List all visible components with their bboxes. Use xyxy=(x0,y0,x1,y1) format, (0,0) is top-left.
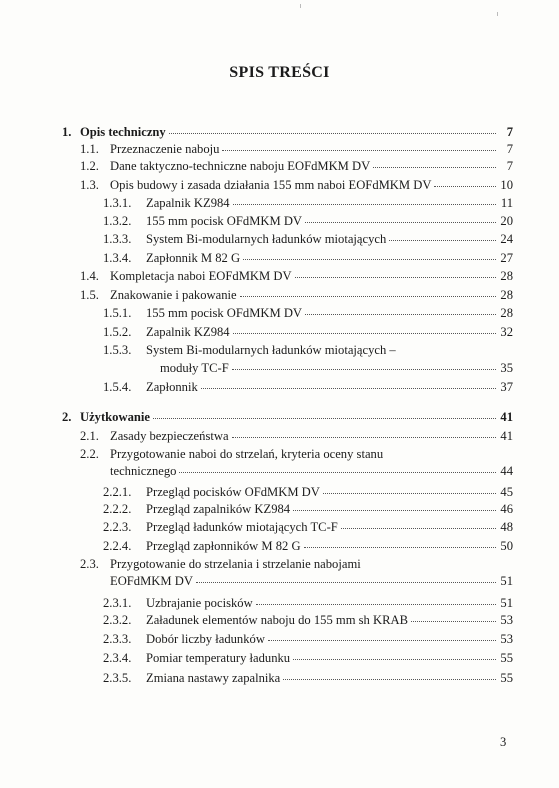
toc-entry xyxy=(103,501,513,517)
dot-leader xyxy=(232,427,496,438)
toc-entry-title: System Bi-modularnych ładunków miotających xyxy=(146,232,387,246)
dot-leader xyxy=(256,594,496,605)
toc-entry xyxy=(103,324,513,340)
toc-entry-title: Opis budowy i zasada działania 155 mm naboi EOFdMKM DV xyxy=(110,178,432,192)
toc-entry-page: 11 xyxy=(500,196,513,210)
toc-entry-page: 28 xyxy=(500,306,513,320)
toc-entry-title: Zasady bezpieczeństwa xyxy=(110,429,229,443)
toc-entry xyxy=(103,670,513,686)
toc-entry-page: 51 xyxy=(500,574,513,588)
toc-entry-number: 2.3.3. xyxy=(103,632,132,646)
toc-entry-page: 45 xyxy=(500,485,513,499)
toc-entry xyxy=(103,213,513,229)
dot-leader xyxy=(341,518,496,529)
toc-entry xyxy=(110,573,513,589)
dot-leader xyxy=(434,176,496,187)
toc-entry xyxy=(103,305,513,321)
toc-entry xyxy=(103,484,513,500)
toc-entry-title: Przygotowanie do strzelania i strzelanie nabojami xyxy=(110,557,361,571)
toc-entry-page: 32 xyxy=(500,325,513,339)
toc-entry-page: 28 xyxy=(500,288,513,302)
toc-entry-page: 35 xyxy=(500,361,513,375)
toc-entry xyxy=(103,538,513,554)
dot-leader xyxy=(323,483,496,494)
dot-leader xyxy=(222,140,496,151)
toc-entry-page: 41 xyxy=(500,410,513,424)
toc-entry-title: Użytkowanie xyxy=(80,410,150,424)
dot-leader xyxy=(240,286,496,297)
dot-leader xyxy=(233,194,496,205)
toc-entry xyxy=(80,177,513,193)
toc-entry-page: 48 xyxy=(500,520,513,534)
toc-entry xyxy=(110,463,513,479)
toc-entry xyxy=(103,342,513,358)
dot-leader xyxy=(169,123,496,134)
toc-entry-title: Zapalnik KZ984 xyxy=(146,196,230,210)
dot-leader xyxy=(293,500,496,511)
dot-leader xyxy=(305,304,496,315)
toc-entry-page: 51 xyxy=(500,596,513,610)
toc-entry-title: Zapłonnik M 82 G xyxy=(146,251,241,265)
toc-entry-page: 7 xyxy=(506,159,513,173)
toc-entry-page: 7 xyxy=(506,125,513,139)
toc-entry-page: 27 xyxy=(500,251,513,265)
toc-entry-title: technicznego xyxy=(110,464,177,478)
toc-entry-page: 46 xyxy=(500,502,513,516)
toc-entry xyxy=(80,141,513,157)
toc-entry xyxy=(103,379,513,395)
toc-entry-number: 2.3.4. xyxy=(103,651,132,665)
toc-entry-title: Przegląd pocisków OFdMKM DV xyxy=(146,485,320,499)
toc-entry-title: Uzbrajanie pocisków xyxy=(146,596,253,610)
toc-entry-number: 2.2.2. xyxy=(103,502,132,516)
toc-entry-page: 10 xyxy=(500,178,513,192)
toc-entry xyxy=(80,428,513,444)
toc-entry-title: Pomiar temperatury ładunku xyxy=(146,651,291,665)
toc-entry-title: Przeznaczenie naboju xyxy=(110,142,220,156)
toc-entry-number: 2.2.4. xyxy=(103,539,132,553)
page-number: 3 xyxy=(500,735,507,749)
toc-entry-number: 2.2.1. xyxy=(103,485,132,499)
toc-entry-page: 24 xyxy=(500,232,513,246)
toc-entry xyxy=(160,360,513,376)
toc-entry-page: 44 xyxy=(500,464,513,478)
toc-entry-number: 2.3.2. xyxy=(103,613,132,627)
toc-entry-title: EOFdMKM DV xyxy=(110,574,193,588)
dot-leader xyxy=(295,267,496,278)
page-title: SPIS TREŚCI xyxy=(229,64,330,81)
toc-entry-page: 7 xyxy=(506,142,513,156)
toc-entry-title: 155 mm pocisk OFdMKM DV xyxy=(146,306,303,320)
toc-entry-title: Znakowanie i pakowanie xyxy=(110,288,237,302)
toc-entry-title: Zmiana nastawy zapalnika xyxy=(146,671,281,685)
toc-entry xyxy=(103,631,513,647)
toc-entry-number: 1.5.1. xyxy=(103,306,132,320)
dot-leader xyxy=(243,249,496,260)
dot-leader xyxy=(196,572,496,583)
toc-entry-page: 50 xyxy=(500,539,513,553)
toc-entry-number: 1.1. xyxy=(80,142,99,156)
dot-leader xyxy=(305,212,496,223)
toc-entry-number: 2.3. xyxy=(80,557,99,571)
dot-leader xyxy=(283,669,496,680)
toc-entry xyxy=(80,158,513,174)
toc-entry xyxy=(103,195,513,211)
toc-entry-page: 53 xyxy=(500,613,513,627)
toc-entry-number: 2.1. xyxy=(80,429,99,443)
toc-entry-number: 1.5. xyxy=(80,288,99,302)
toc-entry-title: moduły TC-F xyxy=(160,361,229,375)
toc-entry-page: 53 xyxy=(500,632,513,646)
toc-entry-number: 1.5.2. xyxy=(103,325,132,339)
toc-entry-page: 55 xyxy=(500,651,513,665)
toc-entry-title: Przegląd ładunków miotających TC-F xyxy=(146,520,338,534)
toc-entry-number: 1.3.1. xyxy=(103,196,132,210)
dot-leader xyxy=(268,630,496,641)
toc-entry xyxy=(103,612,513,628)
dot-leader xyxy=(153,408,496,419)
toc-entry-title: Przegląd zapłonników M 82 G xyxy=(146,539,301,553)
toc-entry xyxy=(80,446,513,462)
toc-entry xyxy=(103,231,513,247)
toc-entry-number: 1.3.4. xyxy=(103,251,132,265)
toc-entry-page: 55 xyxy=(500,671,513,685)
dot-leader xyxy=(411,611,496,622)
toc-entry-number: 1. xyxy=(62,125,72,139)
dot-leader xyxy=(389,230,496,241)
toc-entry-title: Zapłonnik xyxy=(146,380,198,394)
toc-entry-title: Zapalnik KZ984 xyxy=(146,325,230,339)
toc-entry-number: 2.3.1. xyxy=(103,596,132,610)
dot-leader xyxy=(293,649,496,660)
dot-leader xyxy=(233,323,496,334)
toc-entry-number: 2.2.3. xyxy=(103,520,132,534)
toc-entry-number: 1.5.4. xyxy=(103,380,132,394)
toc-entry xyxy=(62,124,513,140)
toc-entry-page: 28 xyxy=(500,269,513,283)
toc-entry xyxy=(103,250,513,266)
toc-entry-title: Przygotowanie naboi do strzelań, kryteria oceny stanu xyxy=(110,447,384,461)
toc-entry-number: 1.4. xyxy=(80,269,99,283)
toc-entry-number: 1.2. xyxy=(80,159,99,173)
toc-entry xyxy=(103,595,513,611)
toc-entry xyxy=(80,287,513,303)
toc-entry xyxy=(80,556,513,572)
toc-entry-number: 2.2. xyxy=(80,447,99,461)
toc-entry-number: 1.5.3. xyxy=(103,343,132,357)
toc-entry xyxy=(103,650,513,666)
toc-entry-page: 37 xyxy=(500,380,513,394)
toc-entry-number: 1.3.3. xyxy=(103,232,132,246)
toc-entry-title: 155 mm pocisk OFdMKM DV xyxy=(146,214,303,228)
toc-entry-title: System Bi-modularnych ładunków miotających – xyxy=(146,343,396,357)
toc-entry-page: 20 xyxy=(500,214,513,228)
toc-entry-title: Dobór liczby ładunków xyxy=(146,632,265,646)
dot-leader xyxy=(373,157,496,168)
dot-leader xyxy=(201,378,496,389)
toc-entry-number: 1.3.2. xyxy=(103,214,132,228)
toc-entry xyxy=(80,268,513,284)
dot-leader xyxy=(304,537,496,548)
toc-entry-title: Załadunek elementów naboju do 155 mm sh KRAB xyxy=(146,613,408,627)
dot-leader xyxy=(232,359,496,370)
toc-entry xyxy=(103,519,513,535)
toc-entry-page: 41 xyxy=(500,429,513,443)
toc-entry xyxy=(62,409,513,425)
toc-entry-title: Opis techniczny xyxy=(80,125,166,139)
toc-entry-title: Przegląd zapalników KZ984 xyxy=(146,502,291,516)
toc-entry-number: 1.3. xyxy=(80,178,99,192)
toc-entry-title: Kompletacja naboi EOFdMKM DV xyxy=(110,269,292,283)
dot-leader xyxy=(179,462,496,473)
toc-entry-number: 2.3.5. xyxy=(103,671,132,685)
toc-entry-number: 2. xyxy=(62,410,72,424)
toc-entry-title: Dane taktyczno-techniczne naboju EOFdMKM DV xyxy=(110,159,371,173)
